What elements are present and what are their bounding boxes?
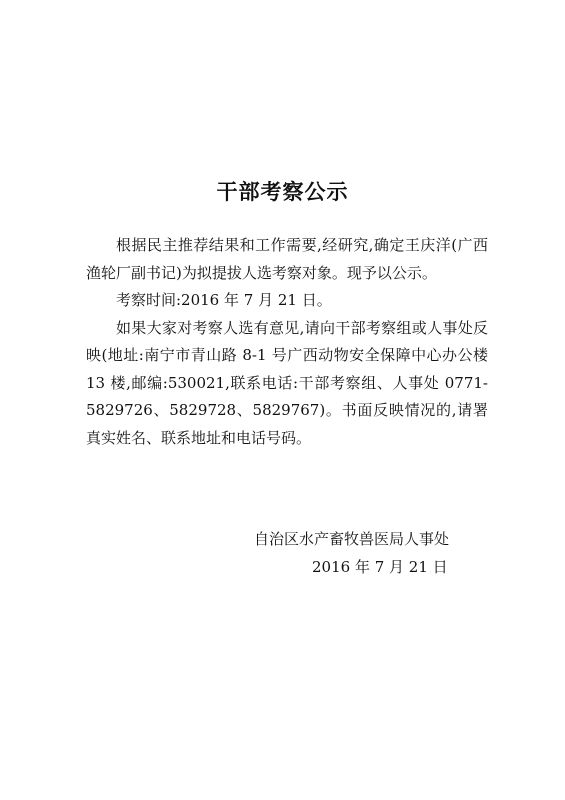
paragraph-intro: 根据民主推荐结果和工作需要,经研究,确定王庆洋(广西渔轮厂副书记)为拟提拔人选考察对象。现予以公示。 [86,236,488,282]
document-title: 干部考察公示 [216,180,349,204]
signature-organization: 自治区水产畜牧兽医局人事处 [254,530,450,548]
paragraph-inspection-time: 考察时间:2016 年 7 月 21 日。 [116,291,332,309]
paragraph-contact: 如果大家对考察人选有意见,请向干部考察组或人事处反映(地址:南宁市青山路 8-1 号广西动物安全保障中心办公楼 13 楼,邮编:530021,联系电话:干部考察组、人事处 0771-5829726、5829728、5829767)。书面反映情况的,请署真实姓名、联系地址和电话号码。 [86,318,488,447]
signature-date: 2016 年 7 月 21 日 [312,558,448,576]
document-body [86,232,488,452]
signature-block [254,525,504,581]
